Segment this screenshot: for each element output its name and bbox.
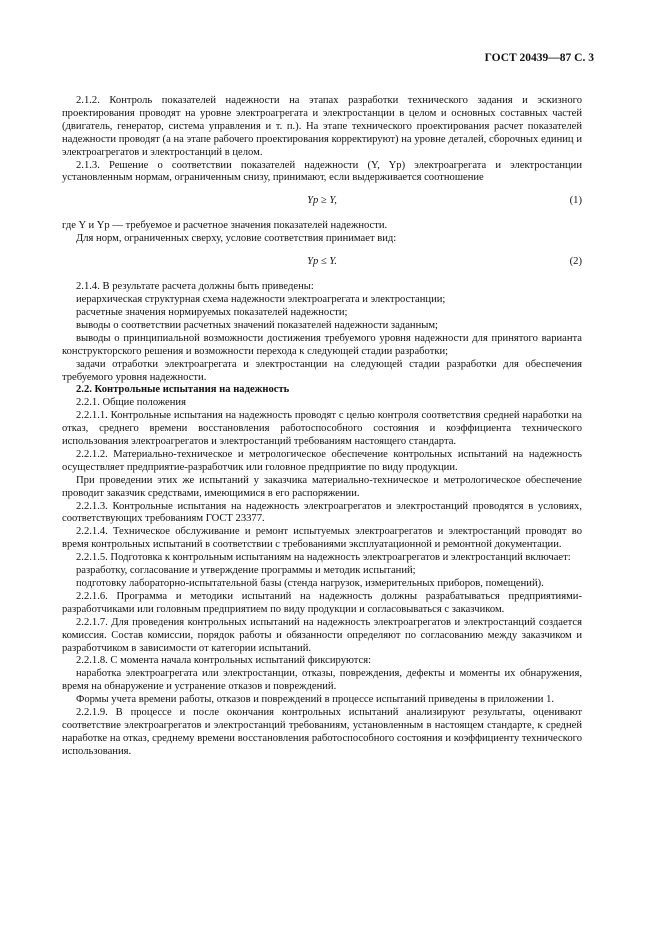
document-body	[62, 95, 582, 759]
paragraph-2-2-1-1: 2.2.1.1. Контрольные испытания на надежность проводят с целью контроля соответствия средней наработки на отказ, среднего времени восстановления работоспособного состояния и коэффициента технического использования электроагрегатов и электростанций требованиям настоящего стандарта.	[62, 410, 582, 448]
paragraph-2-1-4: 2.1.4. В результате расчета должны быть приведены:	[76, 281, 314, 293]
formula-1-expression: Yр ≥ Y,	[307, 195, 337, 207]
list-item: иерархическая структурная схема надежности электроагрегата и электростанции;	[76, 294, 446, 306]
paragraph-2-2-1-7: 2.2.1.7. Для проведения контрольных испытаний на надежность электроагрегатов и электростанций создается комиссия. Состав комиссии, порядок работы и обязанности определяют по согласованию между заказчиком и разработчиком в зависимости от категории испытаний.	[62, 616, 582, 654]
upper-limit-text: Для норм, ограниченных сверху, условие соответствия принимает вид:	[76, 233, 397, 245]
section-heading-2-2: 2.2. Контрольные испытания на надежность	[76, 384, 290, 396]
formula-1-number: (1)	[569, 195, 582, 207]
formula-2	[62, 256, 582, 269]
paragraph-2-2-1-8-b: Формы учета времени работы, отказов и повреждений в процессе испытаний приведены в приложении 1.	[76, 694, 555, 706]
page-header: ГОСТ 20439—87 С. 3	[484, 52, 594, 64]
paragraph-2-2-1-2-b: При проведении этих же испытаний у заказчика материально-техническое и метрологическое обеспечение проводит заказчик средствами, имеющимися в его распоряжении.	[62, 474, 582, 499]
formula-2-expression: Yр ≤ Y.	[307, 256, 337, 268]
formula-1	[62, 195, 582, 208]
paragraph-2-2-1-5: 2.2.1.5. Подготовка к контрольным испытаниям на надежность электроагрегатов и электростанций включает:	[76, 552, 571, 564]
formula-where: где Y и Yр — требуемое и расчетное значения показателей надежности.	[62, 220, 388, 232]
formula-2-number: (2)	[569, 256, 582, 268]
paragraph-2-2-1-4: 2.2.1.4. Техническое обслуживание и ремонт испытуемых электроагрегатов и электростанций проводят во время контрольных испытаний в соответствии с требованиями эксплуатационной и ремонтной документации.	[62, 526, 582, 551]
list-item: задачи отработки электроагрегата и электростанции на следующей стадии разработки для обеспечения требуемого уровня надежности.	[62, 358, 582, 383]
paragraph-2-2-1: 2.2.1. Общие положения	[76, 397, 186, 409]
paragraph-2-2-1-6: 2.2.1.6. Программа и методики испытаний на надежность должны разрабатываться предприятиями-разработчиками или головным предприятием по виду продукции и согласовываться с заказчиком.	[62, 590, 582, 615]
paragraph-2-2-1-8: 2.2.1.8. С момента начала контрольных испытаний фиксируются:	[76, 655, 372, 667]
list-item: подготовку лабораторно-испытательной базы (стенда нагрузок, измерительных приборов, помещений).	[76, 578, 544, 589]
paragraph-2-2-1-9: 2.2.1.9. В процессе и после окончания контрольных испытаний анализируют результаты, оценивают соответствие электроагрегатов и электростанций требованиям, установленным в настоящем стандарте, к средней наработке на отказ, среднему времени восстановления работоспособного состояния и коэффициенту технического использования.	[62, 707, 582, 757]
paragraph-2-1-3: 2.1.3. Решение о соответствии показателей надежности (Y, Yр) электроагрегата и электростанции установленным нормам, ограниченным снизу, принимают, если выдерживается соотношение	[62, 159, 582, 184]
paragraph-2-1-2: 2.1.2. Контроль показателей надежности на этапах разработки технического задания и эскизного проектирования проводят на уровне электроагрегата и электростанции в целом и основных составных частей (двигатель, генератор, система управления и т. п.). На этапе технического проектирования расчет показателей надежности проводят (а на этапе рабочего проектирования корректируют) на уровне деталей, сборочных единиц и электроагрегатов и электростанций в целом.	[62, 95, 582, 158]
paragraph-2-2-1-2: 2.2.1.2. Материально-техническое и метрологическое обеспечение контрольных испытаний на надежность осуществляет предприятие-разработчик или головное предприятие по виду продукции.	[62, 448, 582, 473]
list-item: наработка электроагрегата или электростанции, отказы, повреждения, дефекты и моменты их обнаружения, время на обнаружение и устранение отказов и повреждений.	[62, 668, 582, 693]
list-item: разработку, согласование и утверждение программы и методик испытаний;	[76, 565, 416, 577]
list-item: выводы о соответствии расчетных значений показателей надежности заданным;	[76, 319, 438, 331]
list-item: расчетные значения нормируемых показателей надежности;	[76, 306, 348, 318]
list-item: выводы о принципиальной возможности достижения требуемого уровня надежности для принятого варианта конструкторского решения и возможности перехода к следующей стадии разработки;	[62, 332, 582, 357]
paragraph-2-2-1-3: 2.2.1.3. Контрольные испытания на надежность электроагрегатов и электростанций проводятся в условиях, соответствующих требованиям ГОСТ 23377.	[62, 500, 582, 525]
